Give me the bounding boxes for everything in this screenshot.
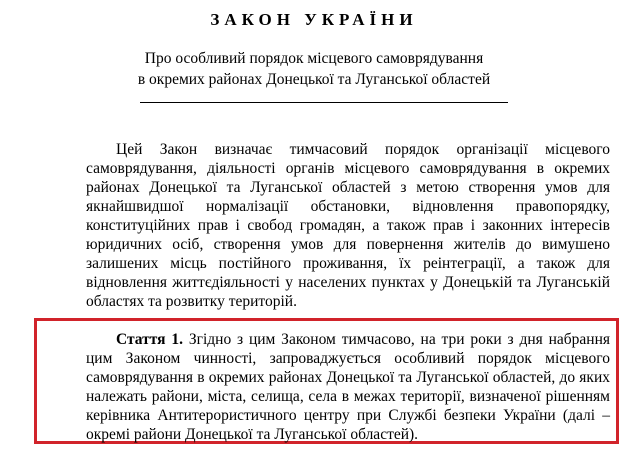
article-1-paragraph [86, 330, 610, 444]
law-subtitle [0, 48, 628, 90]
title-divider [140, 102, 508, 103]
subtitle-line-1: Про особливий порядок місцевого самоврядування [144, 50, 484, 67]
article-number: Стаття 1. [116, 331, 183, 348]
subtitle-line-2: в окремих районах Донецької та Луганської областей [137, 71, 491, 88]
article-text: Згідно з цим Законом тимчасово, на три роки з дня набрання цим Законом чинності, запроваджується особливий порядок місцевого самоврядування в окремих районах Донецької та Луганської областей, до яких належать райони, міста, селища, села в межах території, визначеної рішенням керівника Антитерористичного центру при Службі безпеки України (далі – окремі райони Донецької та Луганської областей). [86, 331, 610, 443]
law-title: ЗАКОН УКРАЇНИ [210, 10, 418, 29]
preamble-paragraph: Цей Закон визначає тимчасовий порядок організації місцевого самоврядування, діяльності органів місцевого самоврядування в окремих районах Донецької та Луганської областей з метою створення умов для якнайшвидшої нормалізації обстановки, відновлення правопорядку, конституційних прав і свобод громадян, а також прав і законних інтересів юридичних осіб, створення умов для повернення жителів до вимушено залишених місць постійного проживання, їх реінтеграції, а також для відновлення життєдіяльності у населених пунктах у Донецькій та Луганській областях та розвитку територій. [86, 141, 610, 310]
